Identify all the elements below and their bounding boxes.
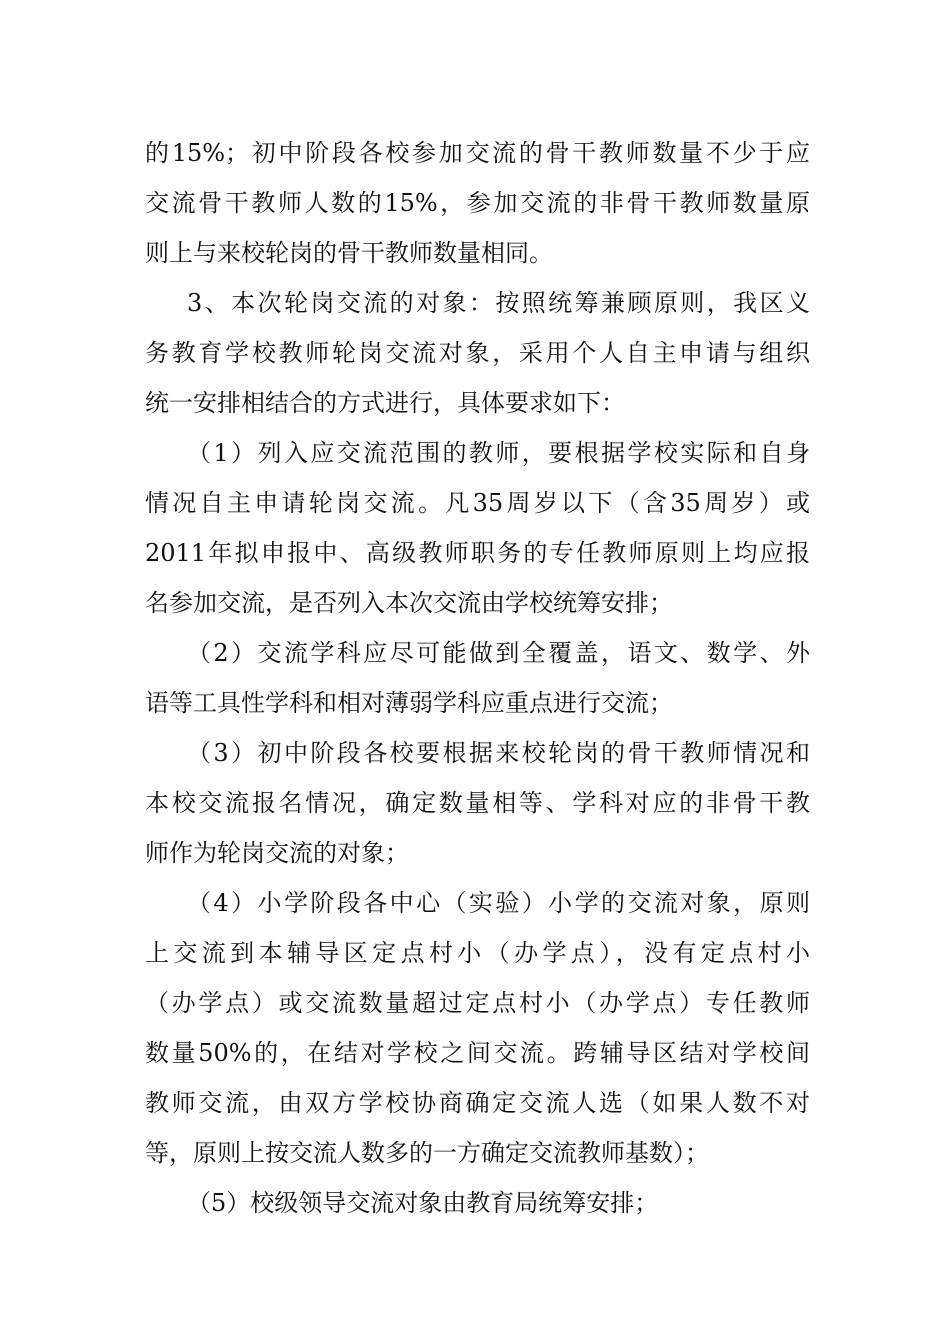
text-line: 务教育学校教师轮岗交流对象，采用个人自主申请与组织 <box>145 339 810 367</box>
text-line: 数量50%的，在结对学校之间交流。跨辅导区结对学校间 <box>145 1039 810 1067</box>
text-line: （1）列入应交流范围的教师，要根据学校实际和自身 <box>187 439 810 467</box>
text-line: （4）小学阶段各中心（实验）小学的交流对象，原则 <box>187 889 810 917</box>
body-text <box>145 128 810 1228</box>
text-line: 则上与来校轮岗的骨干教师数量相同。 <box>145 239 553 267</box>
text-line: 名参加交流，是否列入本次交流由学校统筹安排； <box>145 589 673 617</box>
text-line: 2011年拟申报中、高级教师职务的专任教师原则上均应报 <box>145 539 810 567</box>
text-line: 本校交流报名情况，确定数量相等、学科对应的非骨干教 <box>145 789 810 817</box>
text-line: 等，原则上按交流人数多的一方确定交流教师基数）； <box>145 1139 709 1167</box>
text-line: 语等工具性学科和相对薄弱学科应重点进行交流； <box>145 689 673 717</box>
text-line: 情况自主申请轮岗交流。凡35周岁以下（含35周岁）或 <box>145 489 810 517</box>
text-line: （2）交流学科应尽可能做到全覆盖，语文、数学、外 <box>187 639 810 667</box>
text-line: （办学点）或交流数量超过定点村小（办学点）专任教师 <box>145 989 810 1017</box>
text-line: 3、本次轮岗交流的对象：按照统筹兼顾原则，我区义 <box>187 289 810 317</box>
text-line: 统一安排相结合的方式进行，具体要求如下： <box>145 389 625 417</box>
text-line: （3）初中阶段各校要根据来校轮岗的骨干教师情况和 <box>187 739 810 767</box>
text-line: 教师交流，由双方学校协商确定交流人选（如果人数不对 <box>145 1089 810 1117</box>
text-line: （5）校级领导交流对象由教育局统筹安排； <box>187 1189 659 1217</box>
text-line: 上交流到本辅导区定点村小（办学点），没有定点村小 <box>145 939 810 967</box>
text-line: 的15%；初中阶段各校参加交流的骨干教师数量不少于应 <box>145 139 810 167</box>
text-line: 师作为轮岗交流的对象； <box>145 839 409 867</box>
text-line: 交流骨干教师人数的15%，参加交流的非骨干教师数量原 <box>145 189 810 217</box>
